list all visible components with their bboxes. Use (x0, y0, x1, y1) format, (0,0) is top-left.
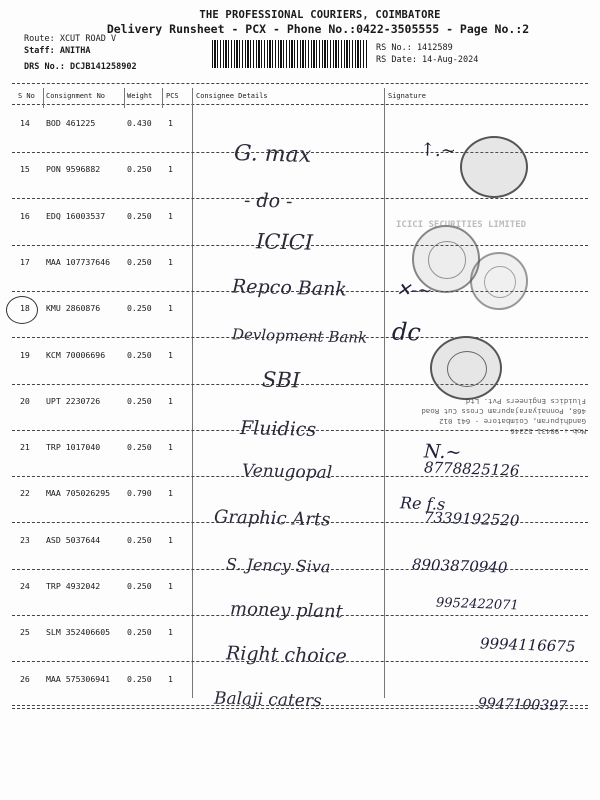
row-weight: 0.250 (127, 442, 152, 452)
col-consignment: Consignment No (46, 92, 106, 100)
row-sno: 14 (20, 118, 30, 128)
row-sno: 16 (20, 211, 30, 221)
consignee-hand-17: Repco Bank (231, 275, 348, 301)
row-sno: 22 (20, 488, 30, 498)
row-consignment: PON 9596882 (46, 164, 101, 174)
row-pcs: 1 (168, 303, 173, 313)
consignee-hand-19: SBI (261, 367, 301, 393)
consignee-hand-15: - do - (243, 189, 293, 213)
signature-21: N.~ (423, 440, 462, 464)
stamp-line: Gandhipuram, Coimbatore - 641 012 (439, 417, 586, 426)
col-pcs: PCS (166, 92, 179, 100)
consignee-hand-20: Fluidics (239, 417, 317, 441)
row-consignment: MAA 107737646 (46, 257, 111, 267)
col-sno: S No (18, 92, 35, 100)
row-consignment: TRP 1017040 (46, 442, 101, 452)
col-signature: Signature (388, 92, 426, 100)
phone-25: 9994116675 (479, 634, 576, 656)
row-weight: 0.430 (127, 118, 152, 128)
stamp-line: Fluidics Engineers Pvt. Ltd (465, 397, 586, 406)
row-sno: 19 (20, 350, 30, 360)
consignee-hand-24: money plant (229, 598, 344, 623)
circle-mark (6, 296, 38, 324)
company-seal-icon (460, 136, 528, 198)
column-rule (43, 88, 44, 108)
rs-number: RS No.: 1412589 (376, 43, 453, 53)
row-pcs: 1 (168, 118, 173, 128)
row-sno: 24 (20, 581, 30, 591)
row-pcs: 1 (168, 674, 173, 684)
row-weight: 0.250 (127, 211, 152, 221)
col-consignee: Consignee Details (196, 92, 268, 100)
row-pcs: 1 (168, 164, 173, 174)
consignee-hand-18: Devlopment Bank (231, 325, 368, 347)
consignee-hand-14: G. max (233, 140, 312, 169)
column-rule (192, 88, 193, 698)
column-rule (162, 88, 163, 108)
row-divider (12, 198, 588, 199)
column-rule (384, 88, 385, 698)
row-consignment: UPT 2230726 (46, 396, 101, 406)
phone-24: 9952422071 (435, 595, 519, 614)
row-weight: 0.250 (127, 350, 152, 360)
signature-14: ↑.~ (419, 139, 457, 162)
row-pcs: 1 (168, 396, 173, 406)
row-consignment: MAA 575306941 (46, 674, 111, 684)
row-sno: 15 (20, 164, 30, 174)
faded-bank-stamp: ICICI SECURITIES LIMITED (396, 220, 527, 230)
row-pcs: 1 (168, 211, 173, 221)
phone-21: 8778825126 (423, 458, 520, 480)
row-weight: 0.250 (127, 396, 152, 406)
rs-date: RS Date: 14-Aug-2024 (376, 55, 479, 65)
row-consignment: SLM 352406605 (46, 627, 111, 637)
barcode-icon (212, 40, 368, 68)
row-sno: 17 (20, 257, 30, 267)
row-weight: 0.250 (127, 674, 152, 684)
row-consignment: TRP 4932042 (46, 581, 101, 591)
sbi-seal-icon (430, 336, 502, 400)
consignee-hand-25: Right choice (225, 642, 348, 668)
row-weight: 0.790 (127, 488, 152, 498)
row-consignment: KMU 2860876 (46, 303, 101, 313)
row-weight: 0.250 (127, 581, 152, 591)
row-weight: 0.250 (127, 303, 152, 313)
column-rule (124, 88, 125, 108)
row-consignment: KCM 70006696 (46, 350, 106, 360)
consignee-hand-26: Balaji caters (213, 688, 322, 712)
runsheet-title: Delivery Runsheet - PCX - Phone No.:0422-3505555 - Page No.:2 (106, 22, 530, 36)
staff-label: Staff: ANITHA (24, 46, 91, 56)
row-pcs: 1 (168, 535, 173, 545)
row-consignment: BOD 461225 (46, 118, 96, 128)
row-sno: 25 (20, 627, 30, 637)
row-sno: 23 (20, 535, 30, 545)
row-pcs: 1 (168, 488, 173, 498)
row-consignment: EDQ 16003537 (46, 211, 106, 221)
stamp-line: Mob : 98431 52346 (510, 427, 586, 436)
row-pcs: 1 (168, 627, 173, 637)
phone-26: 9947100397 (477, 695, 568, 715)
phone-23: 8903870940 (411, 555, 508, 577)
row-pcs: 1 (168, 581, 173, 591)
header-divider (12, 83, 588, 84)
consignee-hand-23: S. Jency Siva (225, 554, 331, 577)
route-label: Route: XCUT ROAD V (24, 34, 117, 44)
consignee-hand-16: ICICI (255, 229, 314, 255)
row-sno: 26 (20, 674, 30, 684)
col-weight: Weight (127, 92, 153, 100)
column-divider (12, 104, 588, 105)
row-weight: 0.250 (127, 627, 152, 637)
row-weight: 0.250 (127, 164, 152, 174)
row-sno: 18 (20, 303, 30, 313)
consignee-hand-22: Graphic Arts (213, 506, 331, 531)
bank-seal-icon-2 (470, 252, 528, 310)
row-consignment: MAA 705026295 (46, 488, 111, 498)
drs-number: DRS No.: DCJB141258902 (24, 62, 137, 72)
row-sno: 21 (20, 442, 30, 452)
row-weight: 0.250 (127, 257, 152, 267)
row-pcs: 1 (168, 442, 173, 452)
signature-18: dc (391, 317, 422, 347)
signature-22: Re f.s (399, 493, 446, 514)
phone-22: 7339192520 (423, 508, 520, 530)
consignee-hand-21: Venugopal (241, 460, 333, 484)
fluidics-address-stamp (386, 392, 586, 436)
row-sno: 20 (20, 396, 30, 406)
row-pcs: 1 (168, 350, 173, 360)
row-pcs: 1 (168, 257, 173, 267)
signature-17: ✕-~ (395, 279, 433, 302)
row-weight: 0.250 (127, 535, 152, 545)
row-consignment: ASD 5037644 (46, 535, 101, 545)
stamp-line: 468, Ponnaiyarajapuram Cross Cut Road (421, 407, 586, 416)
company-title: THE PROFESSIONAL COURIERS, COIMBATORE (199, 9, 441, 21)
